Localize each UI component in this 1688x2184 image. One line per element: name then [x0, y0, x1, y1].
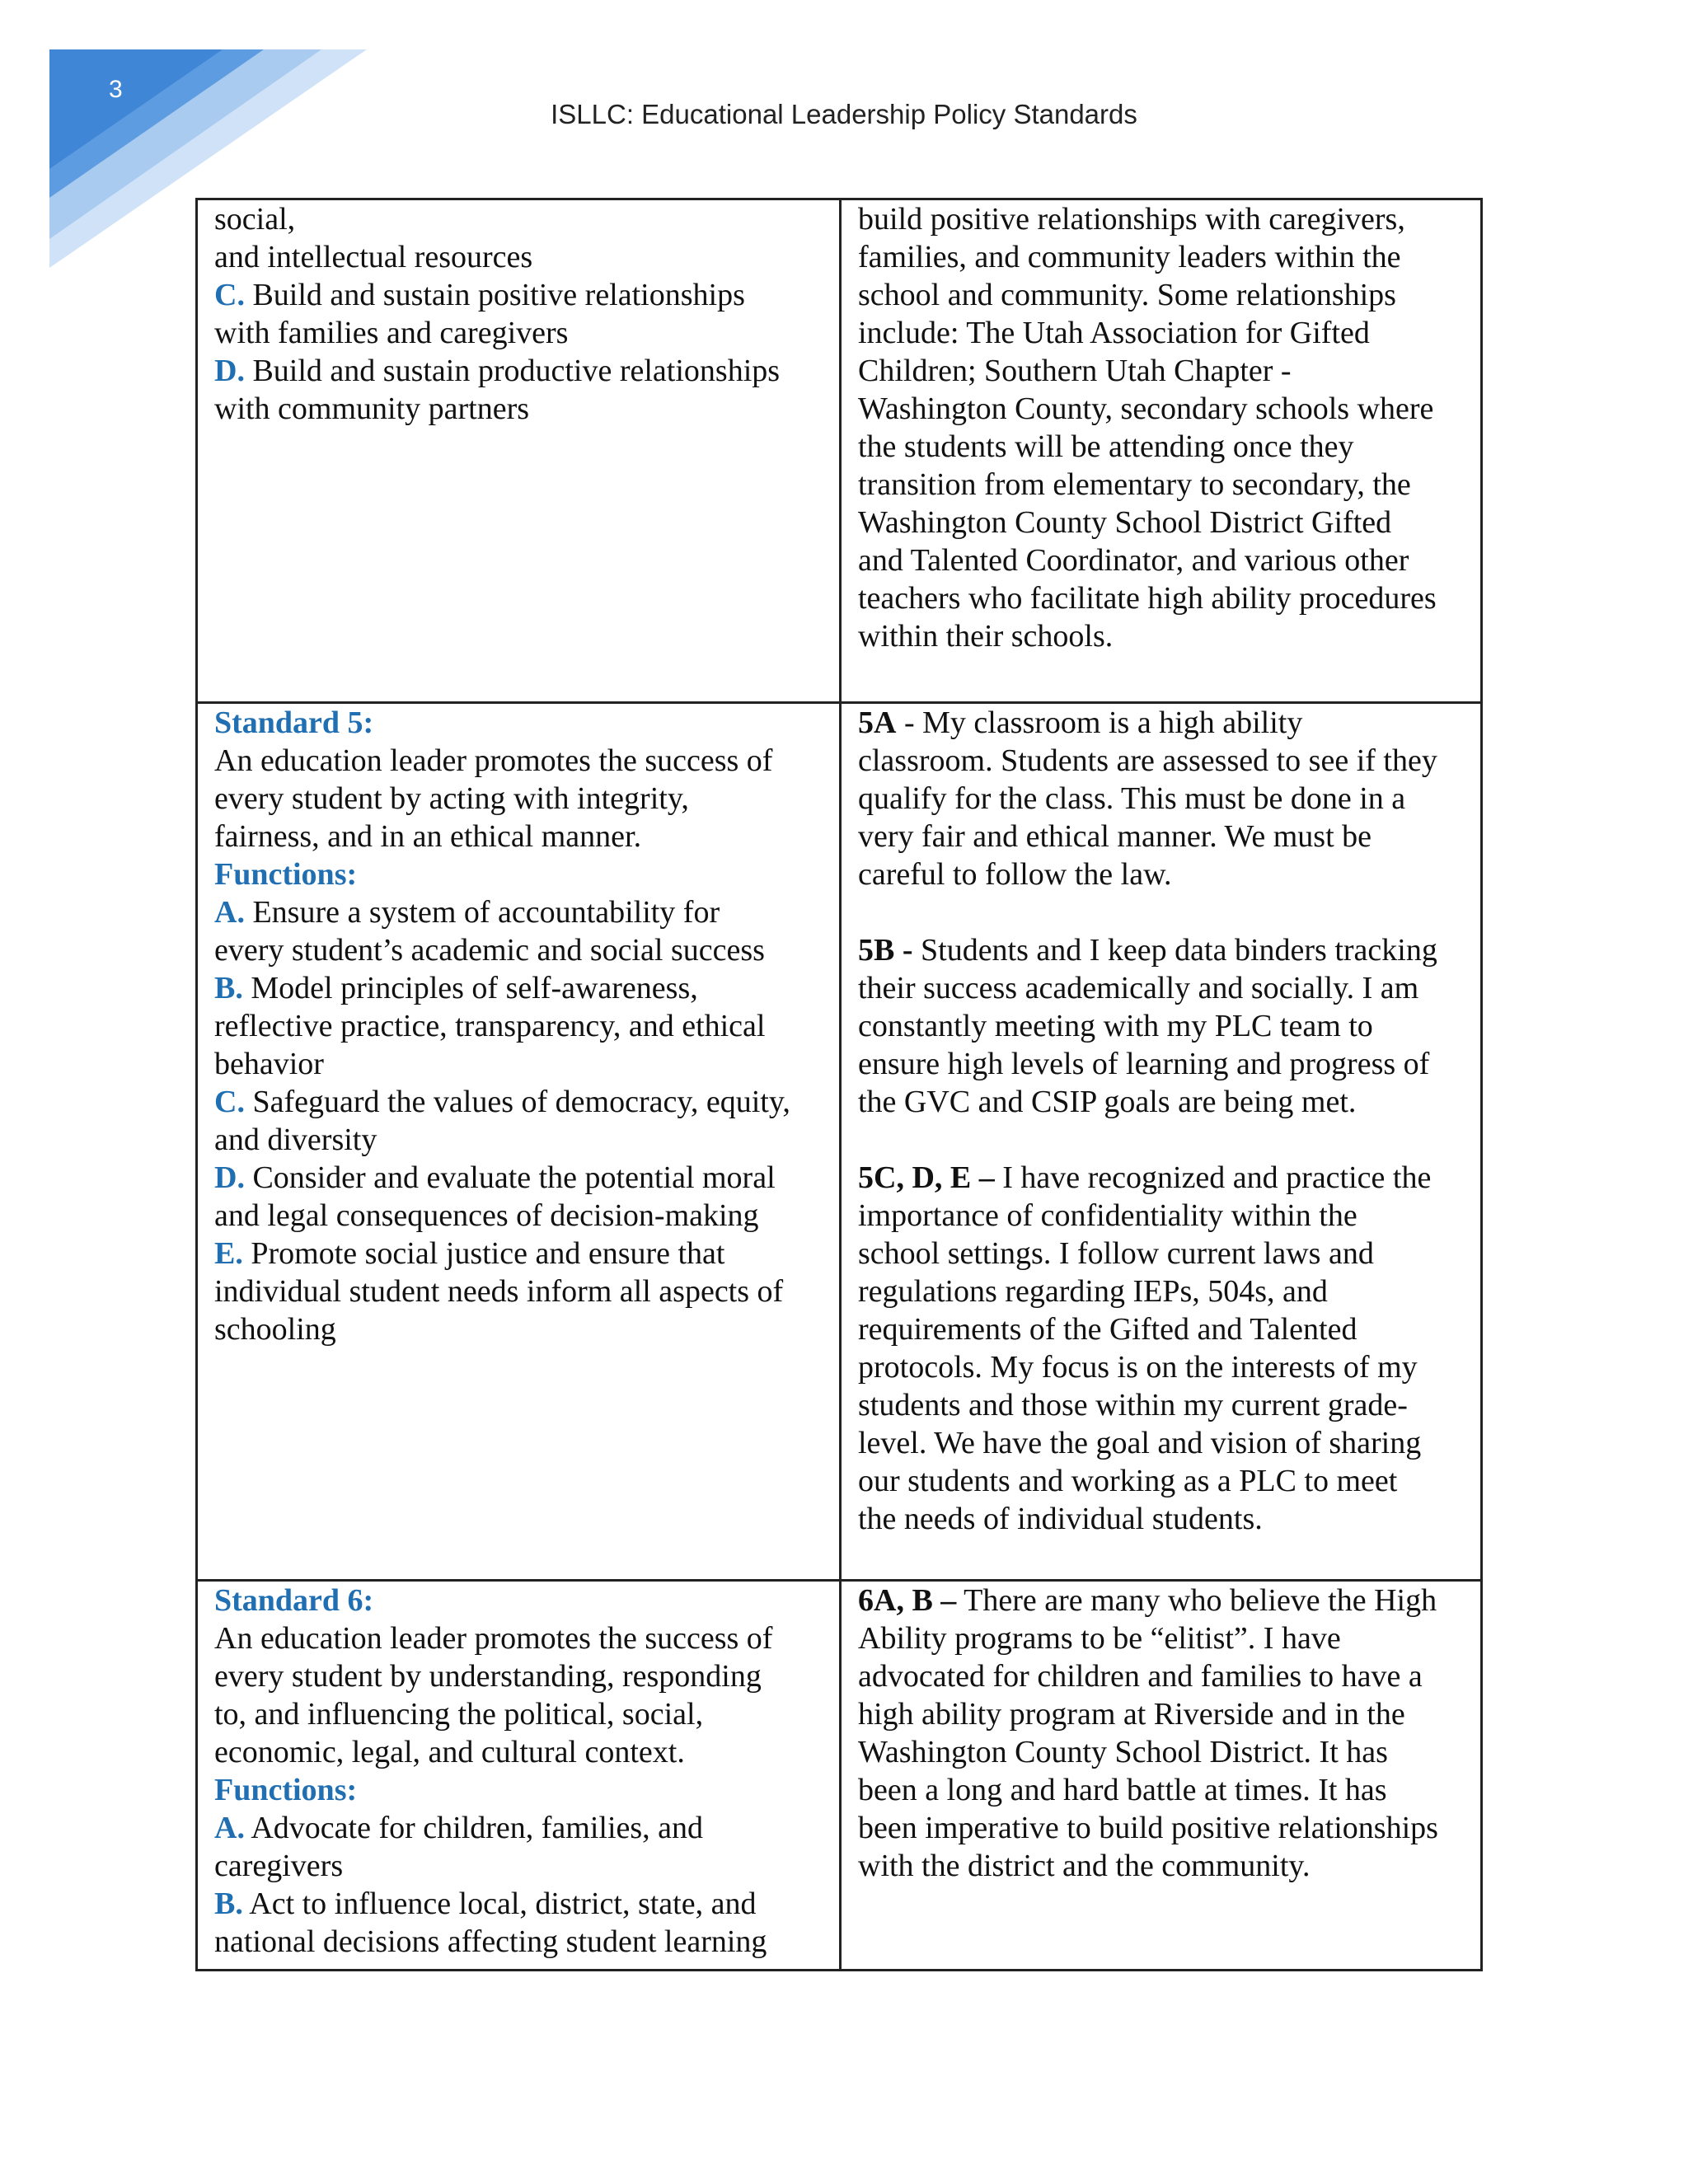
text-line: with community partners — [214, 391, 530, 426]
text-line: constantly meeting with my PLC team to — [858, 1009, 1373, 1043]
text-line: every student by understanding, responding — [214, 1659, 762, 1694]
text-line: and legal consequences of decision-making — [214, 1198, 759, 1233]
text-line: fairness, and in an ethical manner. — [214, 819, 642, 854]
text-line: every student by acting with integrity, — [214, 781, 689, 816]
function-b — [214, 1885, 826, 1923]
text-line: individual student needs inform all aspects of — [214, 1274, 784, 1309]
text-line: and diversity — [214, 1122, 377, 1157]
function-text: Act to influence local, district, state, and — [242, 1886, 757, 1921]
text-line: An education leader promotes the success of — [214, 743, 773, 778]
page-header-title: ISLLC: Educational Leadership Policy Standards — [551, 99, 1137, 129]
text-line: the GVC and CSIP goals are being met. — [858, 1085, 1357, 1119]
text-line: high ability program at Riverside and in the — [858, 1697, 1405, 1732]
paragraph-gap — [858, 893, 1467, 931]
text-line: schooling — [214, 1312, 336, 1347]
text-line: the needs of individual students. — [858, 1502, 1263, 1536]
functions-label: Functions: — [214, 1773, 358, 1807]
text-line: requirements of the Gifted and Talented — [858, 1312, 1357, 1347]
function-text: Promote social justice and ensure that — [242, 1236, 725, 1271]
text-line: very fair and ethical manner. We must be — [858, 819, 1372, 854]
function-text: Ensure a system of accountability for — [244, 895, 720, 930]
text-line: Children; Southern Utah Chapter - — [858, 354, 1292, 388]
text-line: Washington County School District. It has — [858, 1735, 1388, 1769]
text-line: and Talented Coordinator, and various other — [858, 543, 1409, 578]
function-letter: A. — [214, 895, 245, 930]
text-line: qualify for the class. This must be done in a — [858, 781, 1406, 816]
function-c — [214, 276, 826, 314]
response-label: 5A — [858, 705, 897, 740]
text-line: school and community. Some relationships — [858, 278, 1396, 312]
text-line: our students and working as a PLC to meet — [858, 1464, 1398, 1498]
text-line: classroom. Students are assessed to see if they — [858, 743, 1437, 778]
function-text: Build and sustain productive relationships — [244, 354, 781, 388]
response-5b — [858, 931, 1467, 969]
function-letter: C. — [214, 278, 245, 312]
text-line: ensure high levels of learning and progress of — [858, 1047, 1430, 1081]
text-line: Ability programs to be “elitist”. I have — [858, 1621, 1341, 1656]
text-line: Washington County School District Gifted — [858, 505, 1392, 540]
response-label: 6A, B – — [858, 1583, 957, 1618]
text-line: the students will be attending once they — [858, 429, 1354, 464]
function-a — [214, 893, 826, 931]
standard-5-response-cell — [841, 703, 1482, 1581]
table-row — [197, 199, 1482, 703]
text-line: and intellectual resources — [214, 240, 533, 274]
text-line: economic, legal, and cultural context. — [214, 1735, 685, 1769]
function-letter: C. — [214, 1085, 245, 1119]
function-e — [214, 1235, 826, 1272]
text-line: to, and influencing the political, social, — [214, 1697, 704, 1732]
page-number: 3 — [109, 76, 123, 103]
text-line: every student’s academic and social success — [214, 933, 765, 968]
text-line: protocols. My focus is on the interests of my — [858, 1350, 1418, 1385]
text-line: transition from elementary to secondary, the — [858, 467, 1411, 502]
function-text: Build and sustain positive relationships — [244, 278, 745, 312]
response-5a — [858, 704, 1467, 742]
text-line: with families and caregivers — [214, 316, 569, 350]
standard-4-cell — [197, 199, 841, 703]
function-d — [214, 352, 826, 390]
text-line: been a long and hard battle at times. It has — [858, 1773, 1387, 1807]
text-line: Washington County, secondary schools where — [858, 391, 1434, 426]
response-6ab — [858, 1582, 1467, 1619]
text-line: behavior — [214, 1047, 324, 1081]
function-a — [214, 1809, 826, 1847]
text-line: families, and community leaders within the — [858, 240, 1401, 274]
text-line: level. We have the goal and vision of sharing — [858, 1426, 1422, 1460]
response-label: 5B - — [858, 933, 913, 968]
text-line: been imperative to build positive relationships — [858, 1811, 1438, 1845]
function-text: Safeguard the values of democracy, equity, — [244, 1085, 790, 1119]
text-line: regulations regarding IEPs, 504s, and — [858, 1274, 1328, 1309]
response-text: Students and I keep data binders tracking — [912, 933, 1437, 968]
standard-5-cell — [197, 703, 841, 1581]
response-text: I have recognized and practice the — [994, 1160, 1432, 1195]
text-line: national decisions affecting student learning — [214, 1924, 767, 1959]
text-line: school settings. I follow current laws and — [858, 1236, 1374, 1271]
function-text: Advocate for children, families, and — [244, 1811, 704, 1845]
response-5cde — [858, 1159, 1467, 1197]
function-text: Consider and evaluate the potential moral — [244, 1160, 776, 1195]
text-line: teachers who facilitate high ability procedures — [858, 581, 1437, 616]
response-label: 5C, D, E – — [858, 1160, 995, 1195]
standards-table — [195, 198, 1483, 1971]
function-d — [214, 1159, 826, 1197]
function-letter: D. — [214, 1160, 245, 1195]
response-text: - My classroom is a high ability — [896, 705, 1303, 740]
paragraph-gap — [858, 1121, 1467, 1159]
function-letter: E. — [214, 1236, 243, 1271]
text-line: include: The Utah Association for Gifted — [858, 316, 1370, 350]
standard-heading: Standard 6: — [214, 1583, 374, 1618]
function-letter: B. — [214, 971, 243, 1005]
text-line: build positive relationships with caregivers, — [858, 202, 1405, 237]
function-b — [214, 969, 826, 1007]
text-line: with the district and the community. — [858, 1849, 1311, 1883]
standard-4-response-cell — [841, 199, 1482, 703]
text-line: within their schools. — [858, 619, 1114, 654]
text-line: careful to follow the law. — [858, 857, 1172, 892]
text-line: students and those within my current grade- — [858, 1388, 1408, 1422]
function-text: Model principles of self-awareness, — [242, 971, 698, 1005]
function-c — [214, 1083, 826, 1121]
standard-6-response-cell — [841, 1581, 1482, 1971]
functions-label: Functions: — [214, 857, 358, 892]
text-line: reflective practice, transparency, and ethical — [214, 1009, 766, 1043]
text-line: social, — [214, 202, 296, 237]
table-row — [197, 703, 1482, 1581]
text-line: importance of confidentiality within the — [858, 1198, 1357, 1233]
response-text: There are many who believe the High — [956, 1583, 1437, 1618]
text-line: advocated for children and families to have a — [858, 1659, 1423, 1694]
function-letter: A. — [214, 1811, 245, 1845]
standard-heading: Standard 5: — [214, 705, 374, 740]
table-row — [197, 1581, 1482, 1971]
text-line: their success academically and socially. I am — [858, 971, 1419, 1005]
function-letter: B. — [214, 1886, 243, 1921]
text-line: caregivers — [214, 1849, 344, 1883]
text-line: An education leader promotes the success of — [214, 1621, 773, 1656]
function-letter: D. — [214, 354, 245, 388]
standard-6-cell — [197, 1581, 841, 1971]
